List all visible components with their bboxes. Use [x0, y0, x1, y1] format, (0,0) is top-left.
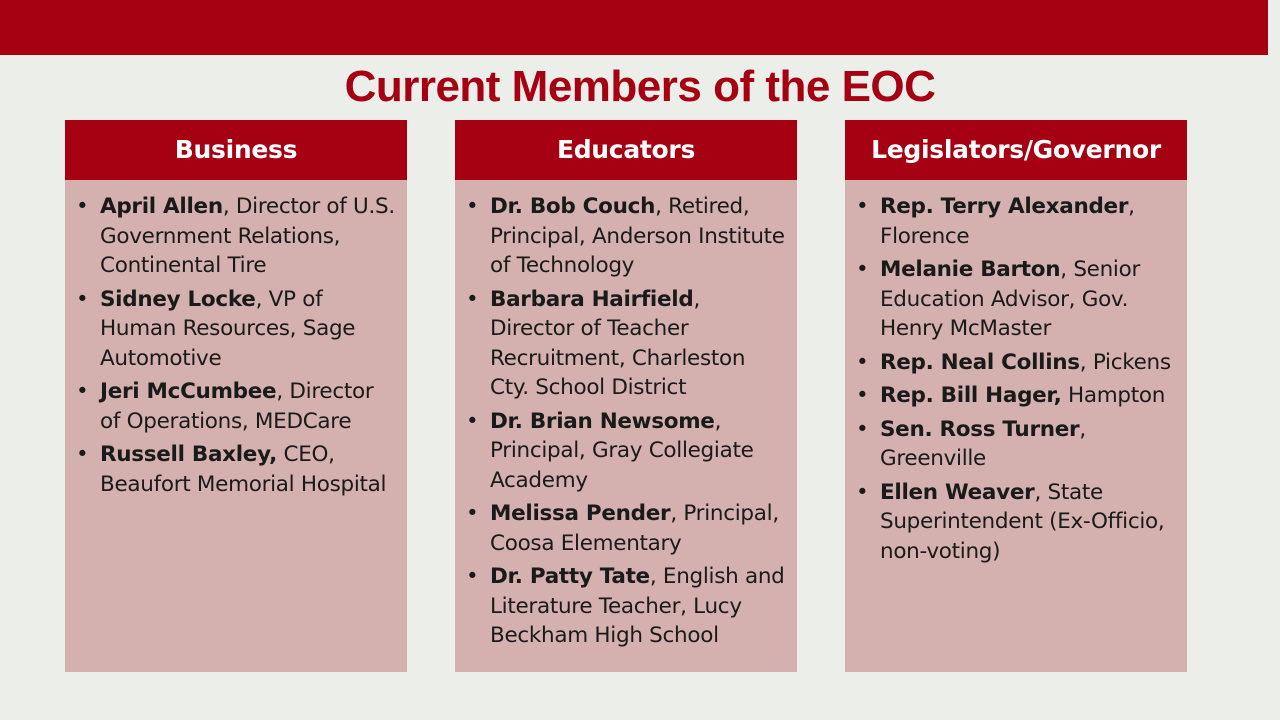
top-banner — [0, 0, 1268, 55]
member-detail: , Principal, Gray Collegiate Academy — [490, 408, 754, 493]
member-name: Dr. Bob Couch — [490, 194, 656, 219]
educators-column — [455, 120, 797, 672]
list-item — [490, 192, 789, 281]
educators-member-list — [455, 180, 797, 651]
member-detail: , Greenville — [880, 416, 1086, 471]
member-name: Barbara Hairfield — [490, 286, 694, 312]
list-item — [880, 415, 1179, 474]
member-detail: , Principal, Coosa Elementary — [490, 501, 779, 556]
member-detail: CEO, Beaufort Memorial Hospital — [100, 442, 387, 497]
member-name: Rep. Bill Hager, — [880, 383, 1062, 408]
list-item — [880, 381, 1179, 411]
list-item — [880, 255, 1179, 344]
member-detail: , Retired, Principal, Anderson Institute of Technology — [490, 194, 785, 278]
list-item — [880, 348, 1179, 378]
list-item — [100, 377, 399, 436]
member-name: Sen. Ross Turner — [880, 416, 1080, 442]
member-detail: , Director of Operations, MEDCare — [100, 379, 374, 434]
member-name: Rep. Terry Alexander — [880, 194, 1129, 219]
list-item — [100, 192, 399, 281]
educators-header: Educators — [455, 120, 797, 180]
member-detail: , Pickens — [1079, 349, 1171, 375]
member-name: Jeri McCumbee — [100, 379, 277, 404]
list-item — [100, 285, 399, 374]
member-detail: , Senior Education Advisor, Gov. Henry McMaster — [880, 257, 1141, 341]
member-name: April Allen — [100, 194, 223, 219]
member-detail: , English and Literature Teacher, Lucy Beckham High School — [490, 564, 785, 648]
legislators-column — [845, 120, 1187, 672]
member-name: Melanie Barton — [880, 257, 1061, 282]
legislators-member-list — [845, 180, 1187, 566]
member-detail: , Director of U.S. Government Relations, Continental Tire — [100, 194, 395, 278]
list-item — [880, 478, 1179, 567]
member-detail: , Florence — [880, 194, 1135, 249]
member-detail: , VP of Human Resources, Sage Automotive — [100, 286, 356, 371]
member-name: Russell Baxley, — [100, 442, 277, 467]
member-name: Dr. Patty Tate — [490, 564, 650, 589]
member-name: Ellen Weaver — [880, 479, 1035, 505]
list-item — [100, 440, 399, 499]
member-name: Rep. Neal Collins — [880, 349, 1080, 375]
member-detail: , State Superintendent (Ex-Officio, non-voting) — [880, 479, 1165, 564]
member-name: Melissa Pender — [490, 501, 671, 526]
list-item — [880, 192, 1179, 251]
list-item — [490, 499, 789, 558]
list-item — [490, 407, 789, 496]
member-name: Sidney Locke — [100, 286, 256, 312]
member-detail: Hampton — [1061, 383, 1166, 408]
business-member-list — [65, 180, 407, 499]
business-header: Business — [65, 120, 407, 180]
legislators-header: Legislators/Governor — [845, 120, 1187, 180]
business-column — [65, 120, 407, 672]
list-item — [490, 562, 789, 651]
slide-title: Current Members of the EOC — [344, 62, 936, 111]
list-item — [490, 285, 789, 403]
member-name: Dr. Brian Newsome — [490, 408, 715, 434]
member-detail: , Director of Teacher Recruitment, Charleston Cty. School District — [490, 286, 746, 400]
